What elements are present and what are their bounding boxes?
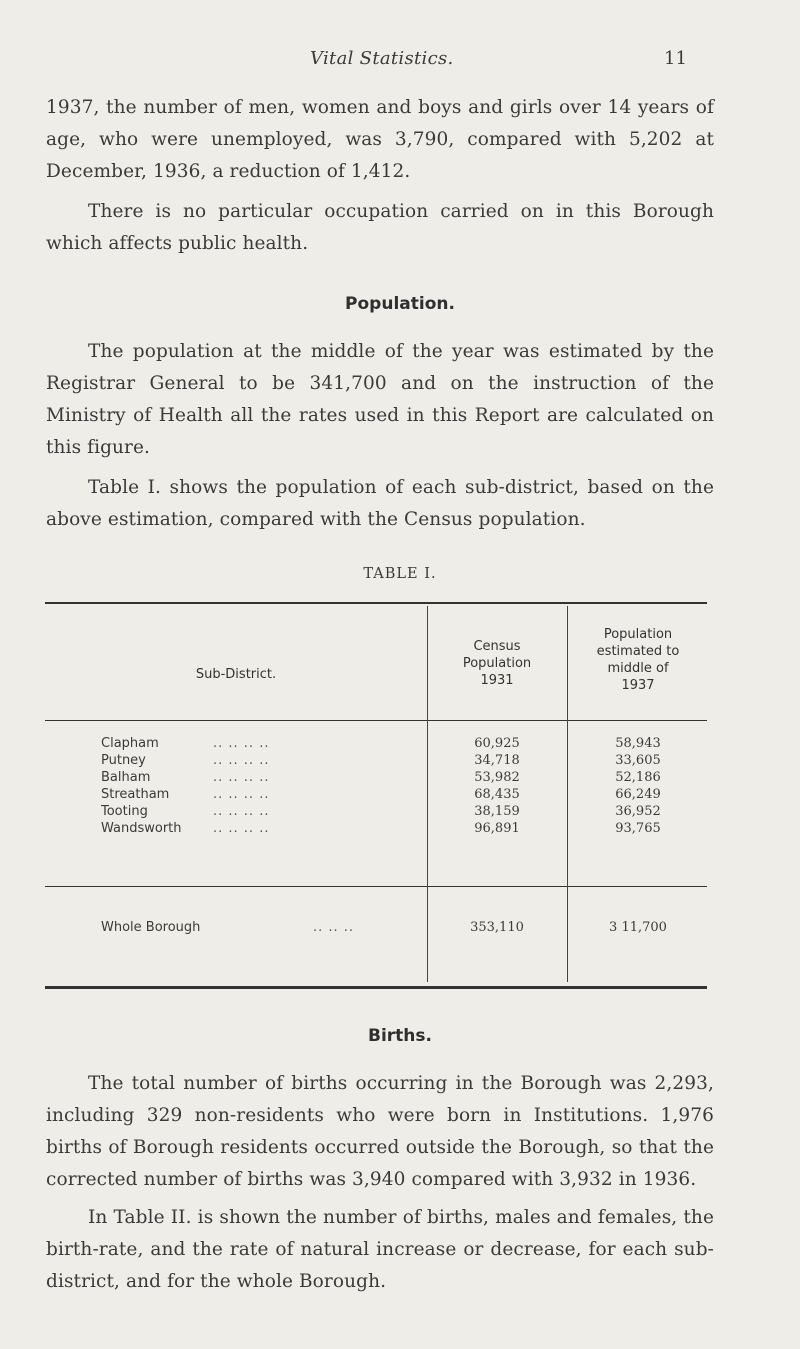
estimated-value: 66,249 xyxy=(615,787,661,802)
census-value: 38,159 xyxy=(474,804,520,819)
heading-births: Births. xyxy=(368,1026,432,1046)
census-value: 96,891 xyxy=(474,821,520,836)
paragraph-occupation: There is no particular occupation carried on in this Borough which affects public health. xyxy=(46,201,714,254)
page-header xyxy=(0,44,800,74)
total-label: Whole Borough xyxy=(101,920,201,935)
estimated-value: 52,186 xyxy=(615,770,661,785)
table-bottom-rule xyxy=(45,986,707,989)
header-rule xyxy=(45,720,707,721)
row-label: Streatham xyxy=(101,787,170,802)
table-row: Tooting .. .. .. .. 38,159 36,952 xyxy=(45,804,707,819)
paragraph-population-estimate: The population at the middle of the year was estimated by the Registrar General to be 341,700 and on the instruction of the Ministry of Health all the rates used in this Report are calculated on this figure. xyxy=(46,341,714,458)
row-label: Tooting xyxy=(101,804,148,819)
row-label: Wandsworth xyxy=(101,821,182,836)
total-census-value: 353,110 xyxy=(470,920,524,935)
page-number: 11 xyxy=(664,48,687,69)
row-label: Putney xyxy=(101,753,146,768)
paragraph-table-intro: Table I. shows the population of each sub-district, based on the above estimation, compared with the Census population. xyxy=(46,477,714,530)
total-estimated-value: 3 11,700 xyxy=(609,920,667,935)
heading-population: Population. xyxy=(345,294,455,314)
paragraph-births-total: The total number of births occurring in the Borough was 2,293, including 329 non-residents who were born in Institutions. 1,976 births of Borough residents occurred outside the Borough, so that the corrected number of births was 3,940 compared with 3,932 in 1936. xyxy=(46,1073,714,1190)
table-row: Clapham .. .. .. .. 60,925 58,943 xyxy=(45,736,707,751)
header-estimated: Population estimated to middle of 1937 xyxy=(596,627,680,693)
census-value: 34,718 xyxy=(474,753,520,768)
paragraph-table-ii: In Table II. is shown the number of births, males and females, the birth-rate, and the rate of natural increase or decrease, for each sub-district, and for the whole Borough. xyxy=(46,1207,714,1292)
estimated-value: 33,605 xyxy=(615,753,661,768)
estimated-value: 93,765 xyxy=(615,821,661,836)
estimated-value: 36,952 xyxy=(615,804,661,819)
census-value: 60,925 xyxy=(474,736,520,751)
table-row: Wandsworth .. .. .. .. 96,891 93,765 xyxy=(45,821,707,836)
table-row: Balham .. .. .. .. 53,982 52,186 xyxy=(45,770,707,785)
census-value: 68,435 xyxy=(474,787,520,802)
census-value: 53,982 xyxy=(474,770,520,785)
population-table xyxy=(45,602,707,990)
table-caption: TABLE I. xyxy=(363,566,437,582)
header-census: Census Population 1931 xyxy=(462,639,532,688)
table-total-row: Whole Borough .. .. .. 353,110 3 11,700 xyxy=(45,920,707,935)
row-label: Clapham xyxy=(101,736,159,751)
table-row: Putney .. .. .. .. 34,718 33,605 xyxy=(45,753,707,768)
paragraph-unemployment: 1937, the number of men, women and boys and girls over 14 years of age, who were unemployed, was 3,790, compared with 5,202 at December, 1936, a reduction of 1,412. xyxy=(46,97,714,182)
estimated-value: 58,943 xyxy=(615,736,661,751)
row-label: Balham xyxy=(101,770,151,785)
header-sub-district: Sub-District. xyxy=(195,667,277,682)
table-top-rule xyxy=(45,602,707,604)
running-title: Vital Statistics. xyxy=(310,48,454,69)
table-row: Streatham .. .. .. .. 68,435 66,249 xyxy=(45,787,707,802)
total-rule xyxy=(45,886,707,887)
